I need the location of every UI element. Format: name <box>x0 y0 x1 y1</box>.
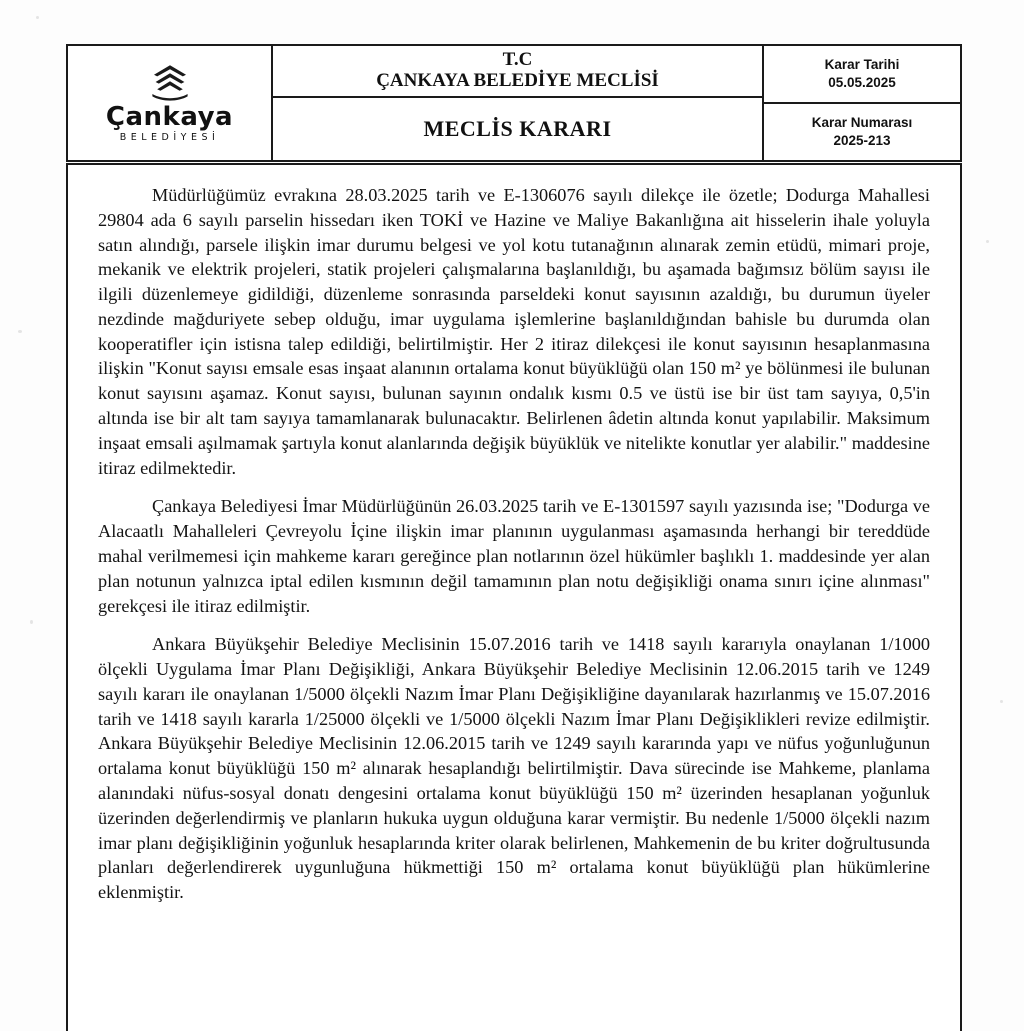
scan-speckle <box>36 16 39 19</box>
body-paragraph-1: Müdürlüğümüz evrakına 28.03.2025 tarih ve E-1306076 sayılı dilekçe ile özetle; Dodurga Mahallesi 29804 ada 6 sayılı parselin hissedarı iken TOKİ ve Hazine ve Maliye Bakanlığına ait hisselerin ihale yoluyla satın alındığı, parsele ilişkin imar durumu belgesi ve yol kotu tutanağının alınarak zemin etüdü, mimari proje, mekanik ve elektrik projeleri, statik projeleri çalışmalarına başlanıldığı, bu aşamada bağımsız bölüm sayısı ile ilgili düzenlemeye gidildiği, düzenleme sonrasında parseldeki konut sayısının azaldığı, bu durumun üyeler nezdinde mağduriyete sebep olduğu, imar uygulama işlemlerine başlanıldığından bahisle bu durumda olan kooperatifler için istisna talep edildiği, belirtilmiştir. Her 2 itiraz dilekçesi ile konut sayısının hesaplanmasına ilişkin "Konut sayısı emsale esas inşaat alanının ortalama konut büyüklüğü olan 150 m² ye bölünmesi ile bulunan konut sayısını aşamaz. Konut sayısı, bulunan sayının ondalık kısmı 0.5 ve üstü ise bir üst tam sayıya, 0,5'in altında ise bir alt tam sayıya tamamlanarak bulunacaktır. Belirlenen âdetin altında konut yapılabilir. Maksimum inşaat emsali aşılmamak şartıyla konut alanlarında değişik büyüklük ve nitelikte konutlar yer alabilir." maddesine itiraz edilmektedir. <box>98 185 930 478</box>
document-body-frame <box>66 163 962 1031</box>
header-title-line2: ÇANKAYA BELEDİYE MECLİSİ <box>376 70 659 92</box>
document-body-text <box>98 183 930 919</box>
header-document-title: MECLİS KARARI <box>423 116 612 141</box>
header-title-cell <box>273 46 762 160</box>
decision-number-label: Karar Numarası <box>811 114 913 130</box>
header-logo-cell <box>68 46 273 160</box>
scan-speckle <box>30 620 33 624</box>
scan-speckle <box>986 240 989 243</box>
document-header-table <box>66 44 962 162</box>
decision-number-block <box>764 104 960 160</box>
decision-date-label: Karar Tarihi <box>824 56 900 72</box>
scan-speckle <box>18 330 22 333</box>
header-meta-cell <box>762 46 960 160</box>
header-institution-title <box>273 46 762 98</box>
body-paragraph-2: Çankaya Belediyesi İmar Müdürlüğünün 26.03.2025 tarih ve E-1301597 sayılı yazısında ise; "Dodurga ve Alacaatlı Mahalleleri Çevreyolu İçine ilişkin imar planının uygulanması aşamasında herhangi bir tereddüde mahal verilmemesi için mahkeme kararı gereğince plan notlarının özel hükümler başlıklı 1. maddesinde yer alan plan notunun yalnızca iptal edilen kısmının değil tamamının plan notu değişikliği onama sınırı içine alınması" gerekçesi ile itiraz edilmiştir. <box>98 496 930 616</box>
header-title-line1: T.C <box>502 49 533 71</box>
decision-date-block <box>764 46 960 104</box>
cankaya-municipality-logo-icon <box>138 62 202 102</box>
scan-speckle <box>1000 700 1003 703</box>
logo-wordmark: Çankaya <box>105 101 234 132</box>
logo-subtitle: BELEDİYESİ <box>119 131 220 143</box>
decision-date-value: 05.05.2025 <box>828 75 896 90</box>
body-paragraph-3: Ankara Büyükşehir Belediye Meclisinin 15.07.2016 tarih ve 1418 sayılı kararıyla onaylanan 1/1000 ölçekli Uygulama İmar Planı Değişikliği, Ankara Büyükşehir Belediye Meclisinin 12.06.2015 tarih ve 1249 sayılı kararı ile onaylanan 1/5000 ölçekli Nazım İmar Planı Değişikliğine dayanılarak hazırlanmış ve 15.07.2016 tarih ve 1418 sayılı kararla 1/25000 ölçekli ve 1/5000 ölçekli Nazım İmar Planı Değişiklikleri revize edilmiştir. Ankara Büyükşehir Belediye Meclisinin 12.06.2015 tarih ve 1249 sayılı kararında yapı ve nüfus yoğunluğunun ortalama konut büyüklüğü 150 m² alınarak hesaplandığı belirtilmiştir. Dava sürecinde ise Mahkeme, planlama alanındaki nüfus-sosyal donatı dengesini ortalama konut büyüklüğü 150 m² üzerinden hesaplanan yoğunluk üzerinden değerlendirmiş ve planların hukuka uygun olduğuna karar vermiştir. Bu nedenle 1/5000 ölçekli nazım imar planı değişikliğinin yoğunluk hesaplarında kriter olarak belirlenen, Mahkemenin de bu kriter doğrultusunda planları değerlendirerek uygunluğuna hükmettiği 150 m² ortalama konut büyüklüğü plan hükümlerine eklenmiştir. <box>98 634 930 903</box>
decision-number-value: 2025-213 <box>833 133 891 148</box>
